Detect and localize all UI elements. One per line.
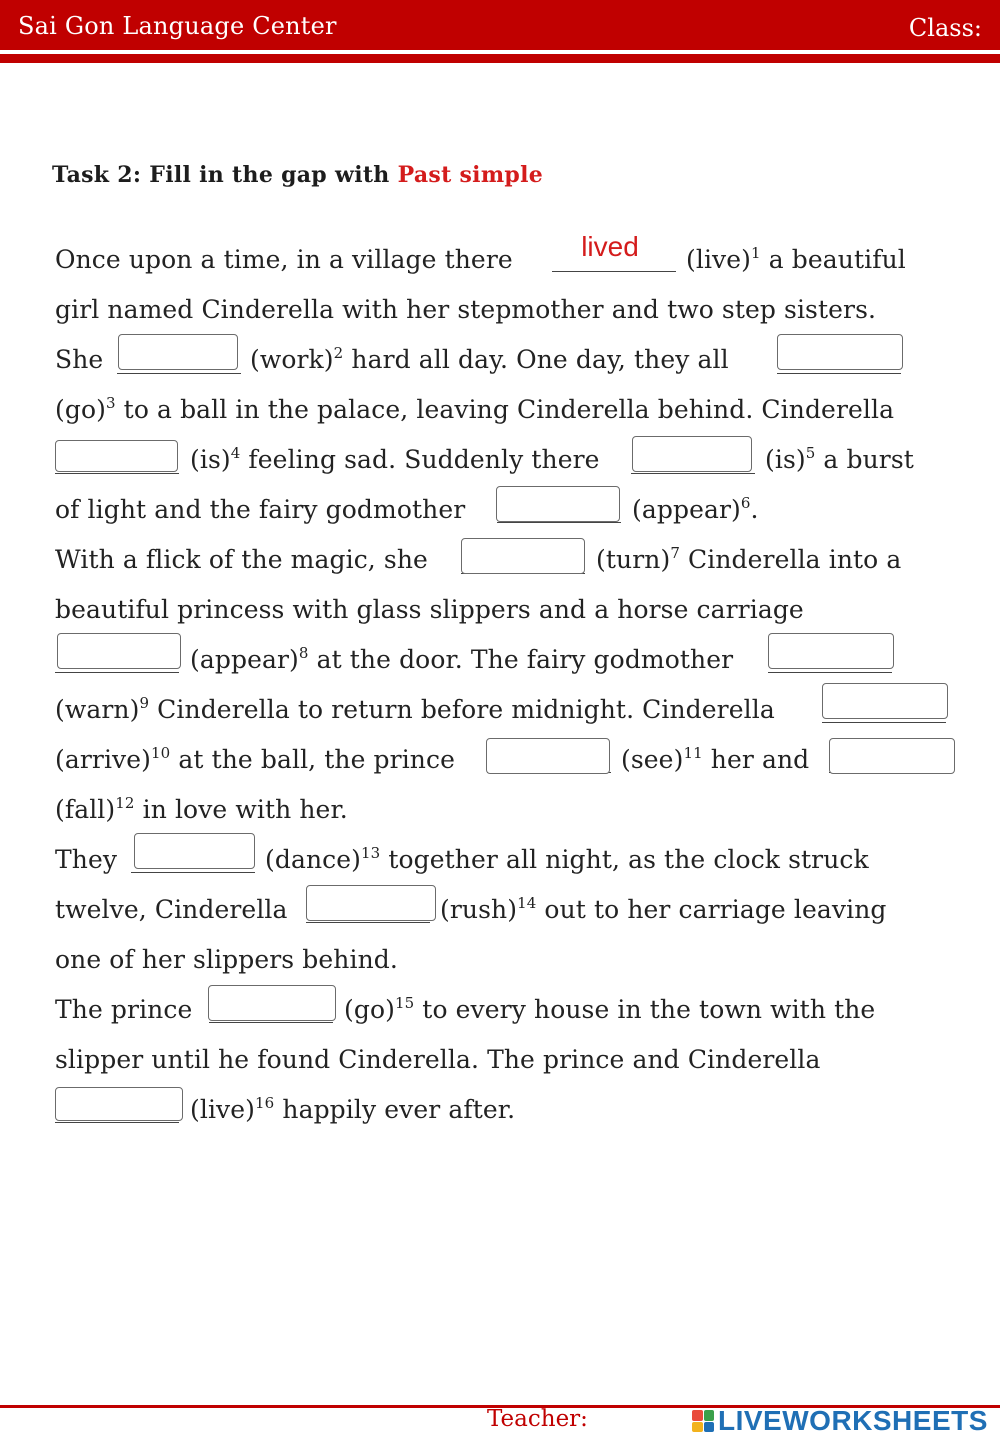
story-text: feeling sad. Suddenly there [240,445,600,474]
story-text: at the ball, the prince [170,745,455,774]
answer-box-12[interactable] [829,738,955,774]
answer-box-11[interactable] [486,738,610,774]
gap-number: 14 [517,894,537,912]
gap-underline [209,1022,333,1023]
story-text: (arrive) [55,745,152,774]
story-line [265,845,869,874]
story-text: (live) [190,1095,256,1124]
gap-underline [497,522,621,523]
answer-box-1[interactable]: lived [581,231,639,262]
gap-number: 11 [683,744,703,762]
story-text: slipper until he found Cinderella. The prince and Cinderella [55,1045,821,1074]
gap-underline [768,672,892,673]
liveworksheets-icon [692,1410,714,1432]
story-line [440,895,887,924]
gap-underline [55,1122,179,1123]
story-text: (live) [686,245,752,274]
story-text: Cinderella to return before midnight. Cinderella [149,695,775,724]
story-line [632,495,759,524]
story-line [55,295,876,324]
story-text: She [55,345,104,374]
story-line [55,1045,821,1074]
story-text: (go) [344,995,395,1024]
story-line [55,995,192,1024]
story-text: Cinderella into a [679,545,902,574]
gap-underline [131,872,255,873]
story-text: . [750,495,759,524]
story-text: (appear) [190,645,299,674]
gap-number: 5 [805,444,816,462]
story-line [596,545,901,574]
story-line [765,445,914,474]
gap-number: 16 [255,1094,275,1112]
story-text: together all night, as the clock struck [380,845,869,874]
answer-box-8[interactable] [57,633,181,669]
story-line [344,995,875,1024]
story-text: (appear) [632,495,741,524]
story-line [55,495,465,524]
gap-underline [822,722,946,723]
header-divider [0,54,1000,63]
story-line [55,245,513,274]
story-text: hard all day. One day, they all [343,345,729,374]
gap-number: 15 [394,994,415,1012]
gap-number: 4 [230,444,241,462]
story-text: in love with her. [134,795,348,824]
center-name: Sai Gon Language Center [18,12,337,40]
gap-underline [777,373,901,374]
gap-number: 9 [139,694,150,712]
gap-number: 8 [298,644,309,662]
story-text: a beautiful [760,245,906,274]
story-text: one of her slippers behind. [55,945,398,974]
story-text: (fall) [55,795,116,824]
task-title-accent: Past simple [397,162,544,188]
gap-underline [306,922,430,923]
story-text: of light and the fairy godmother [55,495,466,524]
story-text: (turn) [596,545,671,574]
story-text: a burst [815,445,914,474]
gap-number: 12 [115,794,135,812]
gap-number: 1 [751,244,761,262]
story-line [55,845,117,874]
story-line [55,745,455,774]
answer-box-7[interactable] [461,538,585,574]
answer-box-13[interactable] [134,833,255,869]
gap-number: 3 [105,394,116,412]
story-text: to a ball in the palace, leaving Cinderella behind. Cinderella [115,395,895,424]
task-title-prefix: Task 2: Fill in the gap with [52,162,398,188]
gap-underline [55,473,179,474]
liveworksheets-logo [692,1405,988,1437]
gap-number: 13 [361,844,381,862]
answer-box-6[interactable] [496,486,620,522]
story-line [55,795,348,824]
class-label: Class: [908,14,982,42]
story-text: (warn) [55,695,140,724]
answer-box-10[interactable] [822,683,948,719]
story-text: twelve, Cinderella [55,895,288,924]
answer-box-16[interactable] [55,1087,183,1121]
story-line [55,945,398,974]
story-text: out to her carriage leaving [536,895,887,924]
story-text: With a flick of the magic, she [55,545,428,574]
story-line [190,645,733,674]
answer-box-14[interactable] [306,885,436,921]
story-text: (is) [190,445,231,474]
task-title [52,162,543,188]
story-text: happily ever after. [274,1095,516,1124]
story-text: (go) [55,395,106,424]
gap-underline [55,672,179,673]
story-text: The prince [55,995,193,1024]
answer-box-5[interactable] [632,436,752,472]
story-line [55,345,103,374]
answer-box-3[interactable] [777,334,903,370]
gap-number: 7 [670,544,680,562]
answer-box-15[interactable] [208,985,336,1021]
story-text: (dance) [265,845,362,874]
gap-underline [117,373,241,374]
teacher-label: Teacher: [487,1406,588,1432]
story-text: (is) [765,445,806,474]
story-text: (work) [250,345,334,374]
gap-underline [552,271,676,272]
story-line [55,895,288,924]
story-line [190,445,600,474]
story-text: They [55,845,118,874]
story-line [686,245,906,274]
answer-box-9[interactable] [768,633,894,669]
story-line [55,695,775,724]
story-line [55,395,894,424]
gap-underline [631,473,755,474]
story-line [55,545,428,574]
gap-number: 6 [740,494,751,512]
story-line [621,745,809,774]
story-line [55,595,804,624]
story-text: (rush) [440,895,518,924]
story-text: beautiful princess with glass slippers and a horse carriage [55,595,804,624]
story-line [190,1095,515,1124]
gap-number: 10 [151,744,171,762]
story-text: to every house in the town with the [414,995,876,1024]
story-text: her and [702,745,810,774]
gap-number: 2 [333,344,344,362]
answer-box-2[interactable] [118,334,238,370]
story-text: (see) [621,745,684,774]
brand-name: LIVEWORKSHEETS [718,1405,988,1436]
story-text: Once upon a time, in a village there [55,245,513,274]
story-text: girl named Cinderella with her stepmother and two step sisters. [55,295,877,324]
story-text: at the door. The fairy godmother [308,645,734,674]
answer-box-4[interactable] [55,440,178,472]
story-line [250,345,729,374]
